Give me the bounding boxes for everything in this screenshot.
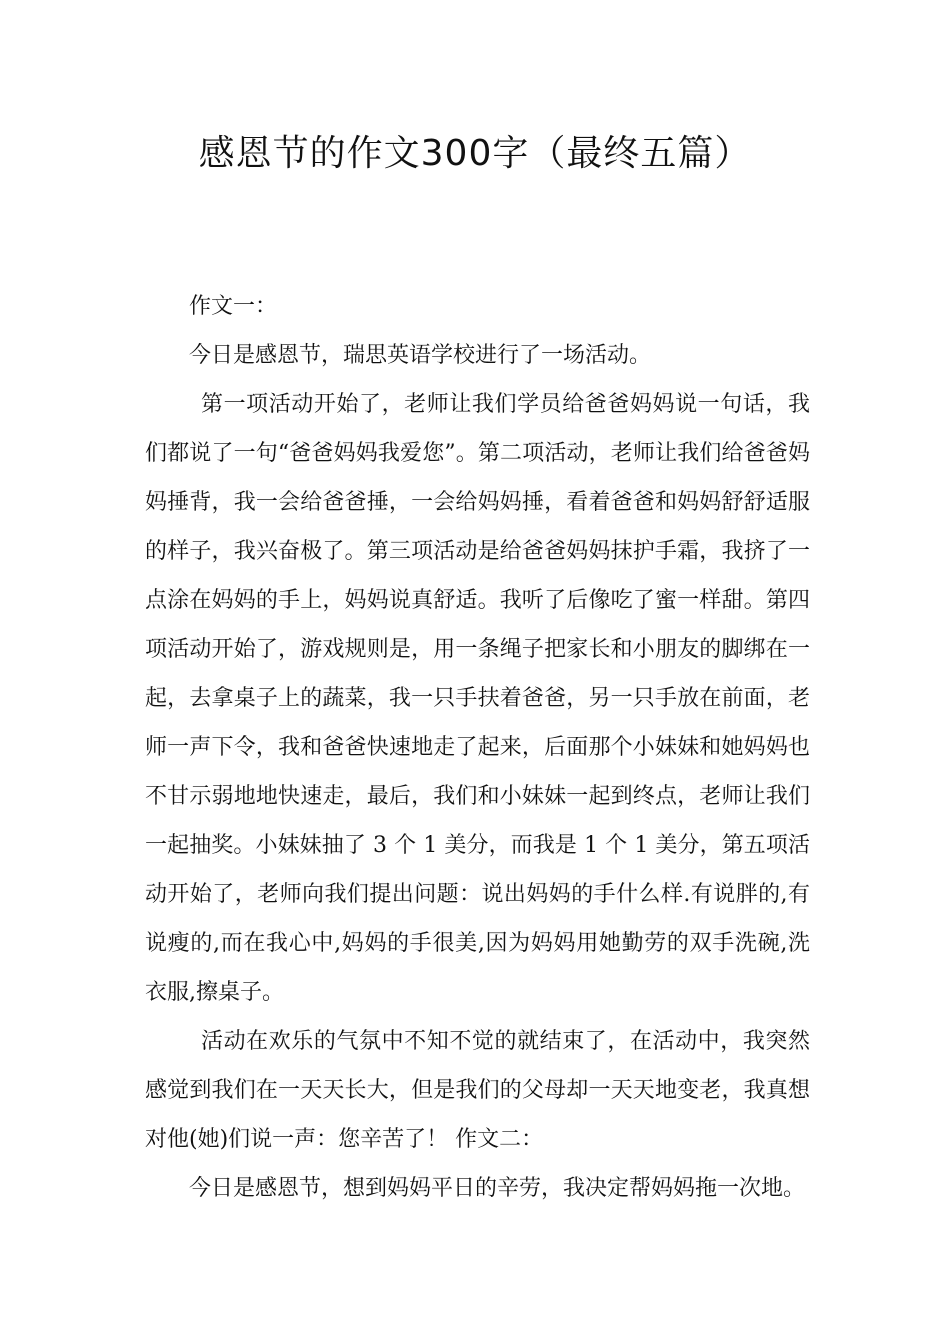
document-title: 感恩节的作文300字（最终五篇）: [198, 133, 752, 174]
paragraph-conclusion: 活动在欢乐的气氛中不知不觉的就结束了，在活动中，我突然感觉到我们在一天天长大，但是我们的父母却一天天地变老，我真想对他(她)们说一声：您辛苦了！ 作文二：: [145, 1029, 810, 1152]
document-body: [145, 282, 810, 1213]
paragraph-activities: 第一项活动开始了，老师让我们学员给爸爸妈妈说一句话，我们都说了一句“爸爸妈妈我爱您”。第二项活动，老师让我们给爸爸妈妈捶背，我一会给爸爸捶，一会给妈妈捶，看着爸爸和妈妈舒舒适服的样子，我兴奋极了。第三项活动是给爸爸妈妈抹护手霜，我挤了一点涂在妈妈的手上，妈妈说真舒适。我听了后像吃了蜜一样甜。第四项活动开始了，游戏规则是，用一条绳子把家长和小朋友的脚绑在一起，去拿桌子上的蔬菜，我一只手扶着爸爸，另一只手放在前面，老师一声下令，我和爸爸快速地走了起来，后面那个小妹妹和她妈妈也不甘示弱地地快速走，最后，我们和小妹妹一起到终点，老师让我们一起抽奖。小妹妹抽了 3 个 1 美分，而我是 1 个 1 美分，第五项活动开始了，老师向我们提出问题：说出妈妈的手什么样.有说胖的,有说瘦的,而在我心中,妈妈的手很美,因为妈妈用她勤劳的双手洗碗,洗衣服,擦桌子。: [145, 392, 810, 1005]
paragraph-essay-one-heading: 作文一：: [189, 294, 278, 319]
paragraph-intro: 今日是感恩节，瑞思英语学校进行了一场活动。: [189, 343, 652, 368]
paragraph-essay-two-start: 今日是感恩节，想到妈妈平日的辛劳，我决定帮妈妈拖一次地。: [189, 1176, 806, 1201]
